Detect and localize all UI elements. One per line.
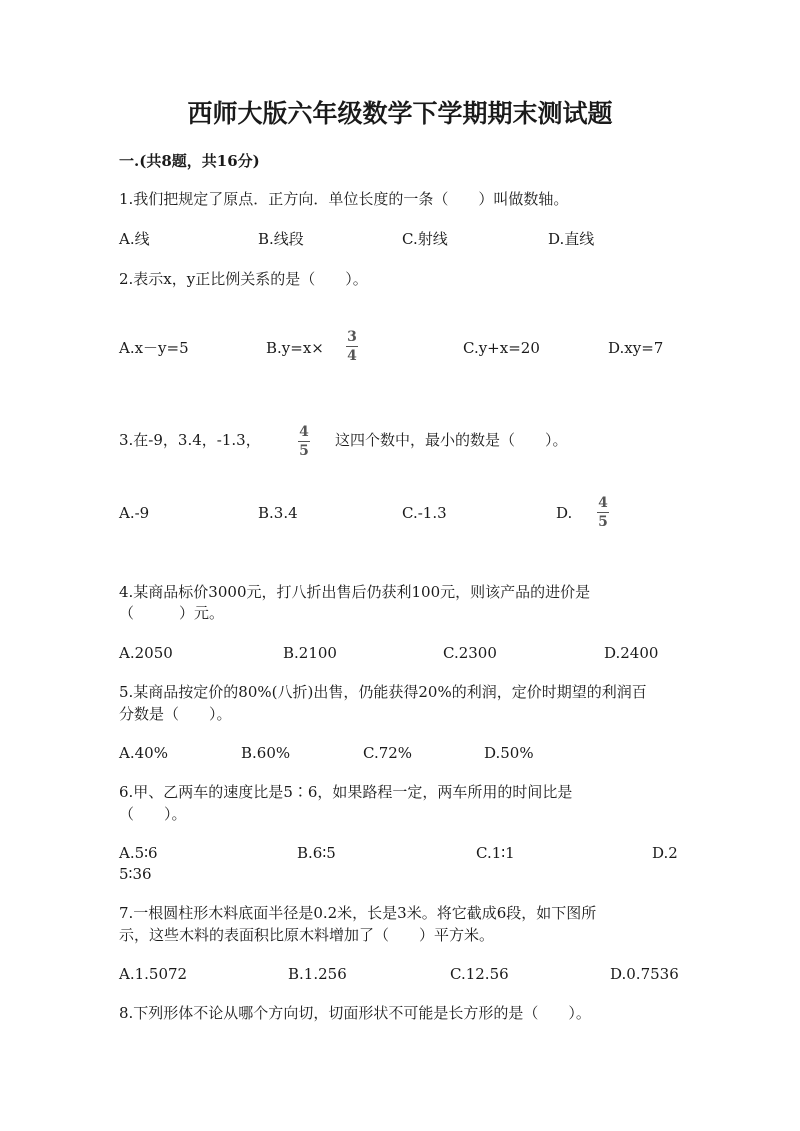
question-2: 2.表示x，y正比例关系的是（ ）。	[119, 270, 368, 288]
fraction-denominator: 4	[347, 348, 357, 364]
fraction-denominator: 5	[299, 443, 309, 459]
fraction-numerator: 3	[347, 329, 357, 345]
q3-option-d: D.	[556, 504, 573, 522]
q1-option-d: D.直线	[548, 230, 595, 248]
question-1: 1.我们把规定了原点．正方向．单位长度的一条（ ）叫做数轴。	[119, 190, 569, 208]
q5-option-a: A.40%	[119, 744, 168, 762]
q4-option-c: C.2300	[443, 644, 497, 662]
page-title: 西师大版六年级数学下学期期末测试题	[187, 99, 613, 128]
q5-option-c: C.72%	[363, 744, 413, 762]
q3-option-b: B.3.4	[258, 504, 298, 522]
question-4-line-2: （ ）元。	[119, 604, 225, 622]
q4-option-d: D.2400	[604, 644, 659, 662]
q4-option-a: A.2050	[119, 644, 173, 662]
q7-option-a: A.1.5072	[119, 965, 188, 983]
question-8: 8.下列形体不论从哪个方向切，切面形状不可能是长方形的是（ ）。	[119, 1004, 591, 1022]
question-7-line-1: 7.一根圆柱形木料底面半径是0.2米，长是3米。将它截成6段，如下图所	[119, 904, 597, 922]
q7-option-c: C.12.56	[450, 965, 509, 983]
question-5-line-2: 分数是（ ）。	[119, 705, 232, 723]
question-5-line-1: 5.某商品按定价的80%(八折)出售，仍能获得20%的利润，定价时期望的利润百	[119, 683, 647, 701]
q7-option-b: B.1.256	[288, 965, 347, 983]
q2-option-b-fraction	[346, 330, 358, 363]
q2-option-b-label: B.y=x×	[266, 339, 324, 357]
q3-option-c: C.-1.3	[402, 504, 447, 522]
q6-option-c: C.1∶1	[476, 844, 515, 862]
q6-option-d-continued: 5∶36	[119, 865, 152, 883]
question-6-line-1: 6.甲、乙两车的速度比是5∶6，如果路程一定，两车所用的时间比是	[119, 783, 573, 801]
q6-option-a: A.5∶6	[119, 844, 158, 862]
q6-option-d: D.2	[652, 844, 678, 862]
q2-option-d: D.xy=7	[608, 339, 664, 357]
question-6-line-2: （ ）。	[119, 805, 187, 823]
q6-option-b: B.6∶5	[297, 844, 336, 862]
q1-option-b: B.线段	[258, 230, 304, 248]
q4-option-b: B.2100	[283, 644, 337, 662]
q2-option-b	[266, 337, 324, 359]
question-4-line-1: 4.某商品标价3000元，打八折出售后仍获利100元，则该产品的进价是	[119, 583, 591, 601]
q3-option-d-fraction	[597, 496, 609, 529]
q3-option-a: A.-9	[119, 504, 150, 522]
fraction-numerator: 4	[299, 424, 309, 440]
q5-option-d: D.50%	[484, 744, 534, 762]
q7-option-d: D.0.7536	[610, 965, 679, 983]
question-3-suffix: 这四个数中，最小的数是（ ）。	[335, 431, 568, 449]
question-3-prefix: 3.在-9，3.4，-1.3，	[119, 431, 261, 449]
question-7-line-2: 示，这些木料的表面积比原木料增加了（ ）平方米。	[119, 926, 495, 944]
fraction-denominator: 5	[598, 514, 608, 530]
q2-option-a: A.x－y=5	[119, 339, 189, 357]
q1-option-c: C.射线	[402, 230, 448, 248]
q3-fraction	[298, 425, 310, 458]
q1-option-a: A.线	[119, 230, 150, 248]
section-heading: 一.(共8题，共16分)	[119, 152, 260, 170]
fraction-numerator: 4	[598, 495, 608, 511]
q2-option-c: C.y+x=20	[463, 339, 540, 357]
q5-option-b: B.60%	[241, 744, 291, 762]
